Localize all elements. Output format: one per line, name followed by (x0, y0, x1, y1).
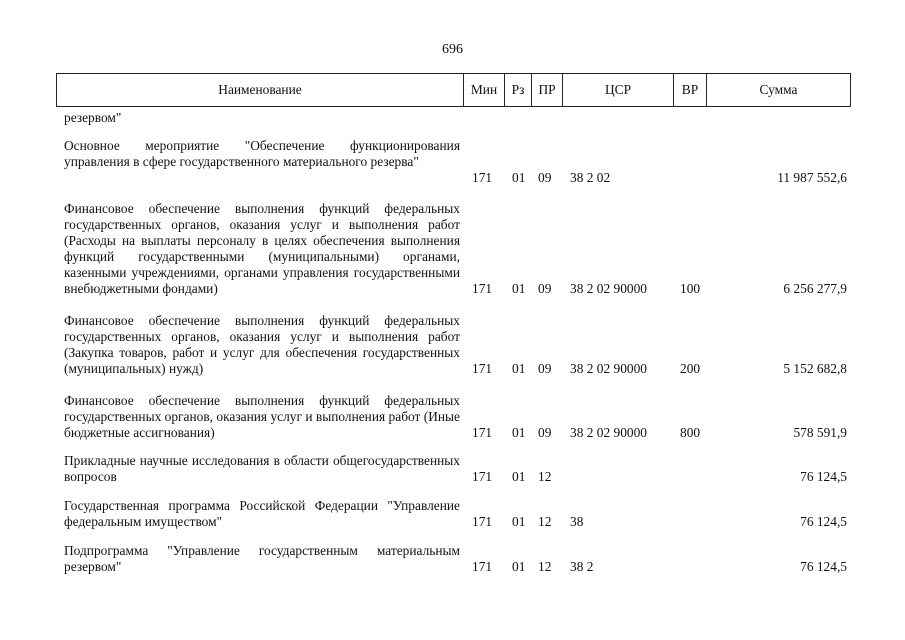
row-rz: 01 (512, 281, 526, 296)
row-rz: 01 (512, 559, 526, 574)
row-rz: 01 (512, 514, 526, 529)
row-name: Финансовое обеспечение выполнения функций федеральных государственных органов, оказания услуг и выполнения работ (Иные бюджетные ассигнования) (64, 393, 460, 440)
row-rz: 01 (512, 361, 526, 376)
row-sum: 76 124,5 (800, 514, 847, 529)
table-header (56, 73, 851, 107)
table-row (0, 138, 905, 186)
row-name: Финансовое обеспечение выполнения функций федеральных государственных органов, оказания услуг и выполнения работ (Расходы на выплаты персоналу в целях обеспечения выполнения функций государственными (муниципальными) органами, казенными учреждениями, органами управления государственными внебюджетными фондами) (64, 201, 460, 296)
row-rz: 01 (512, 425, 526, 440)
table-row (0, 453, 905, 485)
row-sum: 76 124,5 (800, 469, 847, 484)
row-pr: 12 (538, 559, 552, 574)
row-pr: 12 (538, 514, 552, 529)
col-vr-header: ВР (674, 74, 707, 107)
row-csr: 38 2 02 90000 (570, 425, 647, 440)
col-sum-header: Сумма (707, 74, 851, 107)
row-vr: 100 (680, 281, 701, 296)
row-name: Основное мероприятие "Обеспечение функционирования управления в сфере государственного материального резерва" (64, 138, 460, 169)
row-rz: 01 (512, 170, 526, 185)
table-row (0, 393, 905, 441)
row-vr: 200 (680, 361, 701, 376)
row-sum: 6 256 277,9 (783, 281, 847, 296)
row-min: 171 (472, 559, 493, 574)
row-sum: 76 124,5 (800, 559, 847, 574)
row-min: 171 (472, 281, 493, 296)
row-min: 171 (472, 514, 493, 529)
row-pr: 09 (538, 281, 552, 296)
table-row (0, 498, 905, 530)
row-min: 171 (472, 425, 493, 440)
page-number: 696 (442, 42, 463, 57)
row-name: Прикладные научные исследования в области общегосударственных вопросов (64, 453, 460, 484)
row-csr: 38 2 02 90000 (570, 281, 647, 296)
row-min: 171 (472, 361, 493, 376)
row-vr: 800 (680, 425, 701, 440)
row-sum: 11 987 552,6 (777, 170, 847, 185)
row-pr: 09 (538, 425, 552, 440)
col-name-header: Наименование (57, 74, 464, 107)
row-csr: 38 2 02 90000 (570, 361, 647, 376)
row-csr: 38 2 02 (570, 170, 611, 185)
row-min: 171 (472, 469, 493, 484)
col-pr-header: ПР (532, 74, 563, 107)
table-row (0, 110, 905, 126)
col-min-header: Мин (464, 74, 505, 107)
table-row (0, 543, 905, 575)
row-min: 171 (472, 170, 493, 185)
row-pr: 09 (538, 361, 552, 376)
row-name: Подпрограмма "Управление государственным материальным резервом" (64, 543, 460, 574)
row-sum: 578 591,9 (793, 425, 847, 440)
row-csr: 38 (570, 514, 584, 529)
row-rz: 01 (512, 469, 526, 484)
col-rz-header: Рз (505, 74, 532, 107)
table-row (0, 201, 905, 297)
col-csr-header: ЦСР (563, 74, 674, 107)
row-pr: 09 (538, 170, 552, 185)
row-csr: 38 2 (570, 559, 594, 574)
row-pr: 12 (538, 469, 552, 484)
row-sum: 5 152 682,8 (783, 361, 847, 376)
row-name: Финансовое обеспечение выполнения функций федеральных государственных органов, оказания услуг и выполнения работ (Закупка товаров, работ и услуг для обеспечения государственных (муниципальных) нужд) (64, 313, 460, 376)
table-row (0, 313, 905, 377)
row-name: Государственная программа Российской Федерации "Управление федеральным имуществом" (64, 498, 460, 529)
row-name: резервом" (64, 110, 122, 125)
